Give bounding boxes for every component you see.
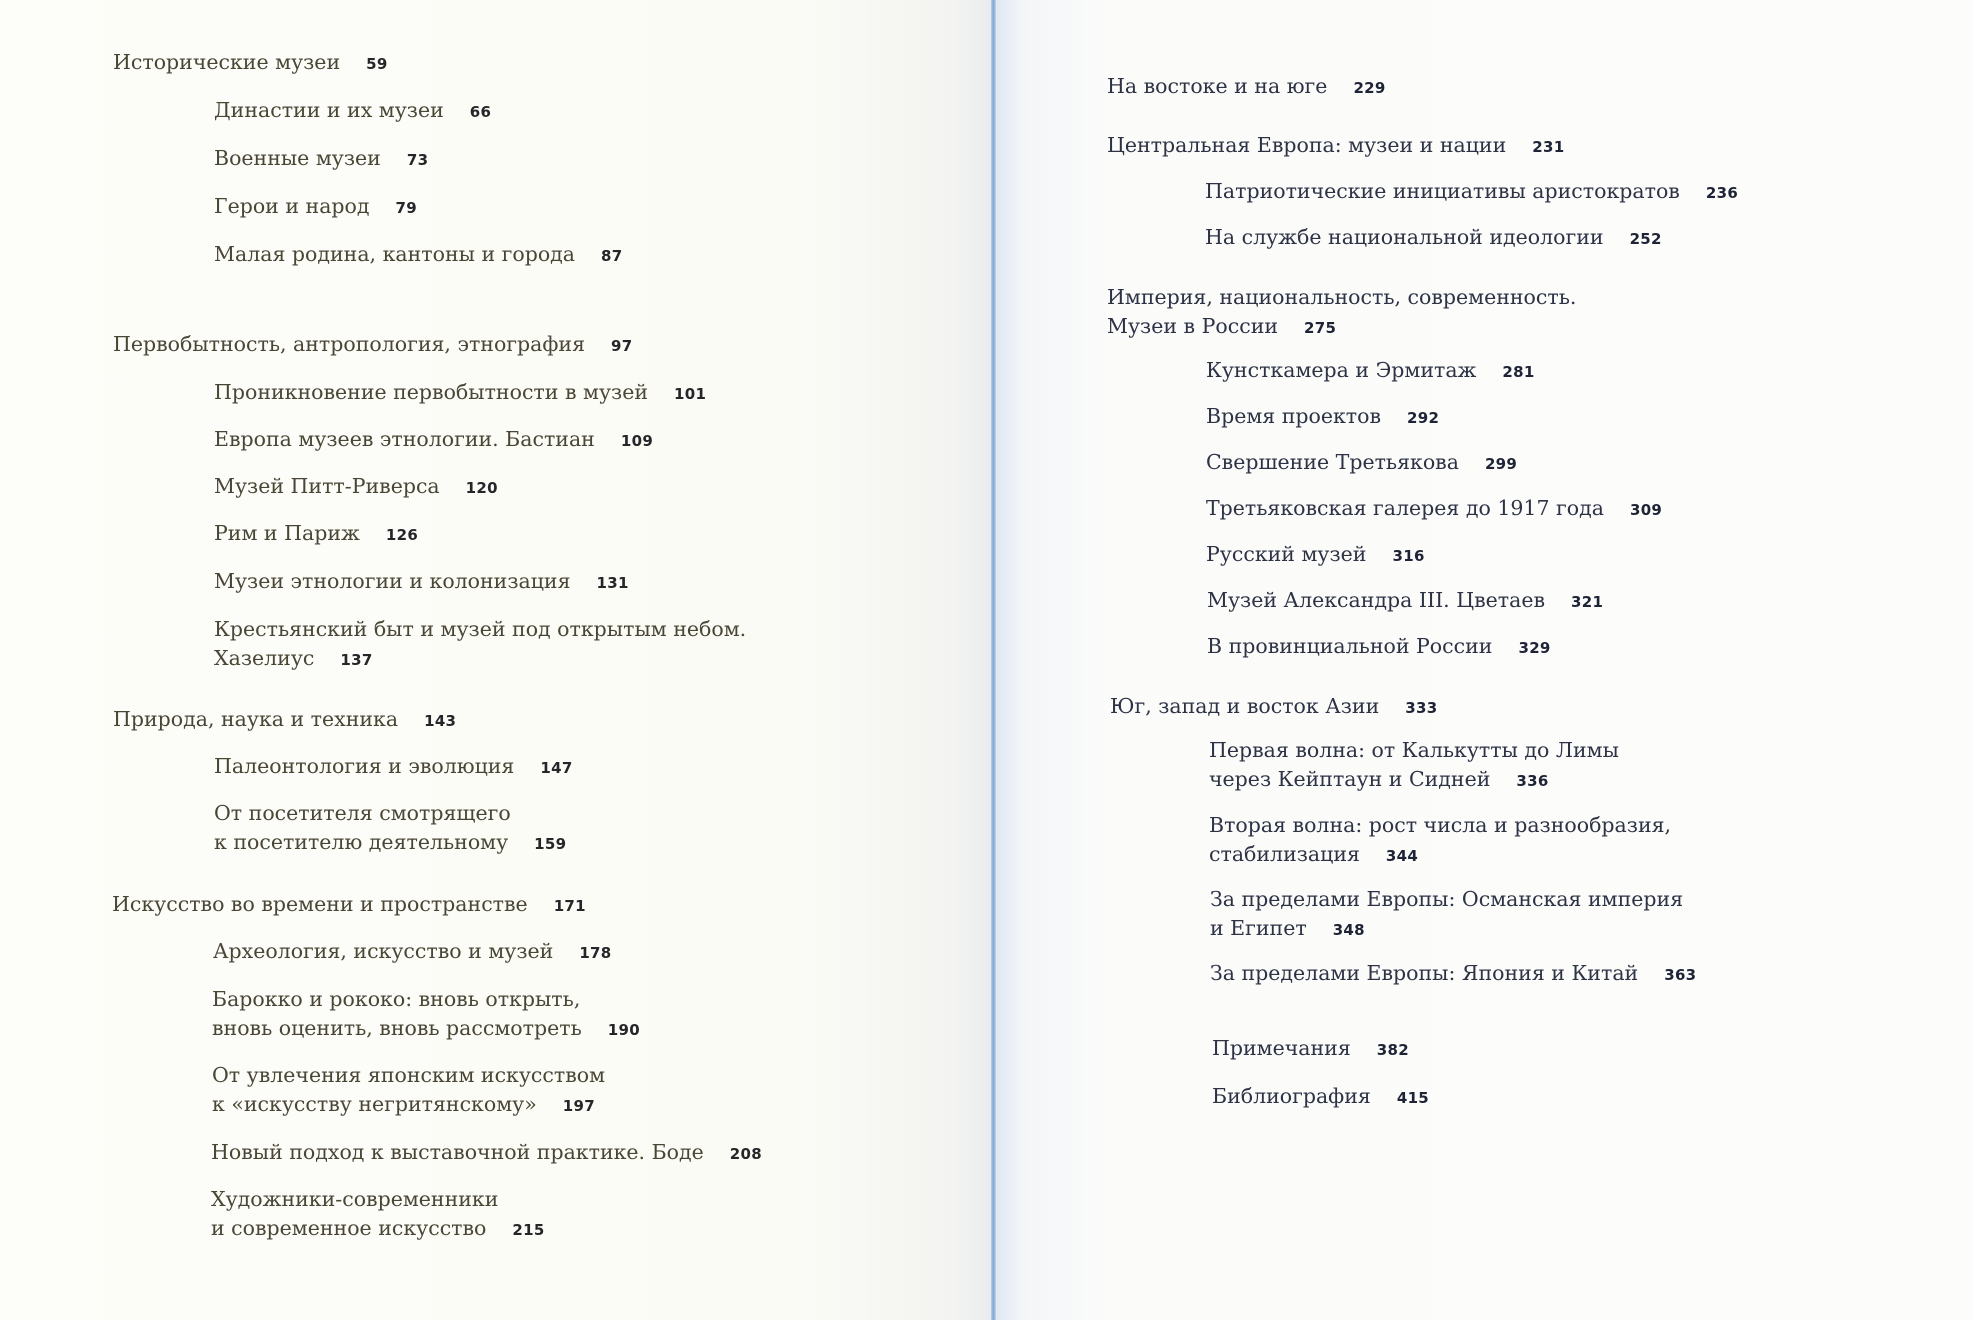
toc-page-number: 299 — [1484, 455, 1518, 473]
toc-entry-section — [212, 985, 640, 1045]
toc-title: Европа музеев этнологии. Бастиан — [214, 427, 595, 451]
toc-entry-section — [214, 378, 706, 409]
toc-title-line2: и современное искусство — [211, 1216, 487, 1240]
toc-entry-section — [214, 240, 623, 271]
toc-title-line1: От посетителя смотрящего — [214, 801, 511, 825]
toc-entry-section — [214, 192, 417, 223]
toc-entry-section — [213, 937, 612, 968]
toc-page-number: 190 — [607, 1021, 640, 1039]
toc-page-number: 143 — [424, 712, 457, 730]
toc-entry-section — [1205, 223, 1662, 254]
toc-title-line2: к посетителю деятельному — [214, 830, 509, 854]
toc-title: Музей Александра III. Цветаев — [1207, 588, 1545, 612]
toc-page-number: 236 — [1705, 184, 1739, 202]
toc-title-line2: через Кейптаун и Сидней — [1209, 767, 1491, 791]
toc-entry-section — [1210, 959, 1696, 990]
toc-title: Кунсткамера и Эрмитаж — [1206, 358, 1477, 382]
toc-entry-chapter — [113, 48, 388, 79]
toc-title: Исторические музеи — [113, 50, 341, 74]
toc-entry-section — [1212, 1082, 1429, 1113]
toc-page-number: 281 — [1502, 363, 1535, 381]
toc-entry-section — [214, 472, 498, 503]
toc-page-number: 363 — [1664, 966, 1697, 984]
toc-title: Династии и их музеи — [214, 98, 444, 122]
toc-page-number: 101 — [673, 385, 707, 403]
toc-entry-section — [1207, 632, 1551, 663]
toc-title-line1: За пределами Европы: Османская империя — [1210, 887, 1684, 911]
toc-page-number: 137 — [340, 651, 373, 669]
toc-page-number: 316 — [1392, 547, 1425, 565]
toc-title: Военные музеи — [214, 146, 381, 170]
toc-entry-section — [214, 519, 418, 550]
toc-page-number: 382 — [1376, 1041, 1409, 1059]
toc-page-number: 109 — [620, 432, 654, 450]
toc-title: Природа, наука и техника — [113, 707, 399, 731]
toc-title: Проникновение первобытности в музей — [214, 380, 648, 404]
toc-page-number: 171 — [553, 897, 586, 915]
toc-entry-chapter — [113, 705, 456, 736]
book-gutter — [991, 0, 996, 1320]
toc-title: Рим и Париж — [214, 521, 360, 545]
toc-entry-chapter — [1107, 131, 1564, 162]
toc-entry-section — [214, 567, 629, 598]
toc-title: На востоке и на юге — [1107, 74, 1328, 98]
toc-entry-section — [214, 615, 746, 675]
toc-title: Музеи этнологии и колонизация — [214, 569, 571, 593]
toc-page-number: 131 — [596, 574, 629, 592]
toc-page-number: 87 — [601, 247, 623, 265]
toc-entry-section — [1209, 736, 1619, 796]
toc-page-number: 208 — [729, 1145, 762, 1163]
toc-entry-section — [214, 144, 428, 175]
toc-entry-section — [1212, 1034, 1409, 1065]
toc-title-line1: Художники-современники — [211, 1187, 499, 1211]
toc-title-line2: к «искусству негритянскому» — [212, 1092, 537, 1116]
toc-page-number: 415 — [1396, 1089, 1430, 1107]
toc-entry-section — [1206, 402, 1439, 433]
toc-page-number: 344 — [1385, 847, 1419, 865]
toc-page-number: 97 — [611, 337, 633, 355]
toc-page-number: 333 — [1405, 699, 1438, 717]
toc-entry-section — [211, 1185, 545, 1245]
toc-title: Археология, искусство и музей — [213, 939, 554, 963]
toc-entry-section — [1209, 811, 1671, 871]
toc-page-number: 229 — [1353, 79, 1386, 97]
toc-title: Герои и народ — [214, 194, 370, 218]
toc-title: Свершение Третьякова — [1206, 450, 1459, 474]
toc-page-number: 329 — [1518, 639, 1551, 657]
toc-title: Русский музей — [1206, 542, 1367, 566]
toc-page-number: 348 — [1332, 921, 1365, 939]
toc-title: За пределами Европы: Япония и Китай — [1210, 961, 1639, 985]
toc-title-line2: вновь оценить, вновь рассмотреть — [212, 1016, 582, 1040]
toc-entry-section — [214, 799, 566, 859]
toc-title-line2: Хазелиус — [214, 646, 315, 670]
toc-page-number: 79 — [395, 199, 417, 217]
toc-title-line1: От увлечения японским искусством — [212, 1063, 606, 1087]
toc-page-number: 215 — [512, 1221, 545, 1239]
toc-page-number: 231 — [1532, 138, 1565, 156]
toc-entry-section — [1207, 586, 1603, 617]
toc-title: Центральная Европа: музеи и нации — [1107, 133, 1507, 157]
toc-title-line2: и Египет — [1210, 916, 1307, 940]
toc-entry-section — [1206, 494, 1662, 525]
toc-title-line1: Крестьянский быт и музей под открытым небом. — [214, 617, 747, 641]
toc-page-number: 59 — [366, 55, 388, 73]
toc-title-line2: стабилизация — [1209, 842, 1360, 866]
toc-title: Третьяковская галерея до 1917 года — [1206, 496, 1604, 520]
toc-page-number: 120 — [465, 479, 498, 497]
toc-page-number: 66 — [469, 103, 492, 121]
toc-title: Первобытность, антропология, этнография — [113, 332, 586, 356]
toc-entry-chapter — [1107, 283, 1576, 343]
toc-page-number: 159 — [534, 835, 567, 853]
toc-title-line1: Первая волна: от Калькутты до Лимы — [1209, 738, 1619, 762]
toc-page-number: 147 — [540, 759, 573, 777]
toc-page-number: 321 — [1571, 593, 1604, 611]
toc-page-number: 73 — [406, 151, 429, 169]
toc-title: Юг, запад и восток Азии — [1110, 694, 1380, 718]
toc-entry-section — [214, 96, 491, 127]
right-page — [993, 0, 1974, 1320]
toc-page-number: 336 — [1516, 772, 1549, 790]
toc-entry-section — [1205, 177, 1738, 208]
toc-entry-chapter — [112, 890, 586, 921]
toc-entry-section — [1206, 540, 1425, 571]
toc-title: Патриотические инициативы аристократов — [1205, 179, 1680, 203]
toc-page-number: 178 — [579, 944, 612, 962]
toc-title-line1: Империя, национальность, современность. — [1107, 285, 1577, 309]
toc-entry-chapter — [1107, 72, 1386, 103]
toc-page-number: 197 — [562, 1097, 595, 1115]
toc-entry-section — [211, 1138, 762, 1169]
toc-page-number: 309 — [1629, 501, 1663, 519]
toc-title: Малая родина, кантоны и города — [214, 242, 576, 266]
toc-entry-section — [214, 752, 573, 783]
toc-title: На службе национальной идеологии — [1205, 225, 1604, 249]
toc-title-line1: Барокко и рококо: вновь открыть, — [212, 987, 581, 1011]
toc-title: Палеонтология и эволюция — [214, 754, 515, 778]
toc-title: В провинциальной России — [1207, 634, 1493, 658]
toc-title-line1: Вторая волна: рост числа и разнообразия, — [1209, 813, 1672, 837]
toc-entry-chapter — [113, 330, 633, 361]
toc-title: Музей Питт-Риверса — [214, 474, 440, 498]
toc-entry-section — [1210, 885, 1683, 945]
toc-page-number: 275 — [1304, 319, 1337, 337]
toc-title: Примечания — [1212, 1036, 1351, 1060]
toc-title: Библиография — [1212, 1084, 1371, 1108]
toc-title: Новый подход к выставочной практике. Боде — [211, 1140, 704, 1164]
toc-title: Искусство во времени и пространстве — [112, 892, 528, 916]
toc-page-number: 252 — [1629, 230, 1662, 248]
toc-entry-chapter — [1110, 692, 1437, 723]
toc-title: Время проектов — [1206, 404, 1382, 428]
toc-entry-section — [1206, 356, 1535, 387]
toc-page-number: 292 — [1407, 409, 1440, 427]
toc-entry-section — [1206, 448, 1517, 479]
toc-page-number: 126 — [385, 526, 419, 544]
toc-title-line2: Музеи в России — [1107, 314, 1279, 338]
toc-entry-section — [214, 425, 653, 456]
toc-entry-section — [212, 1061, 605, 1121]
